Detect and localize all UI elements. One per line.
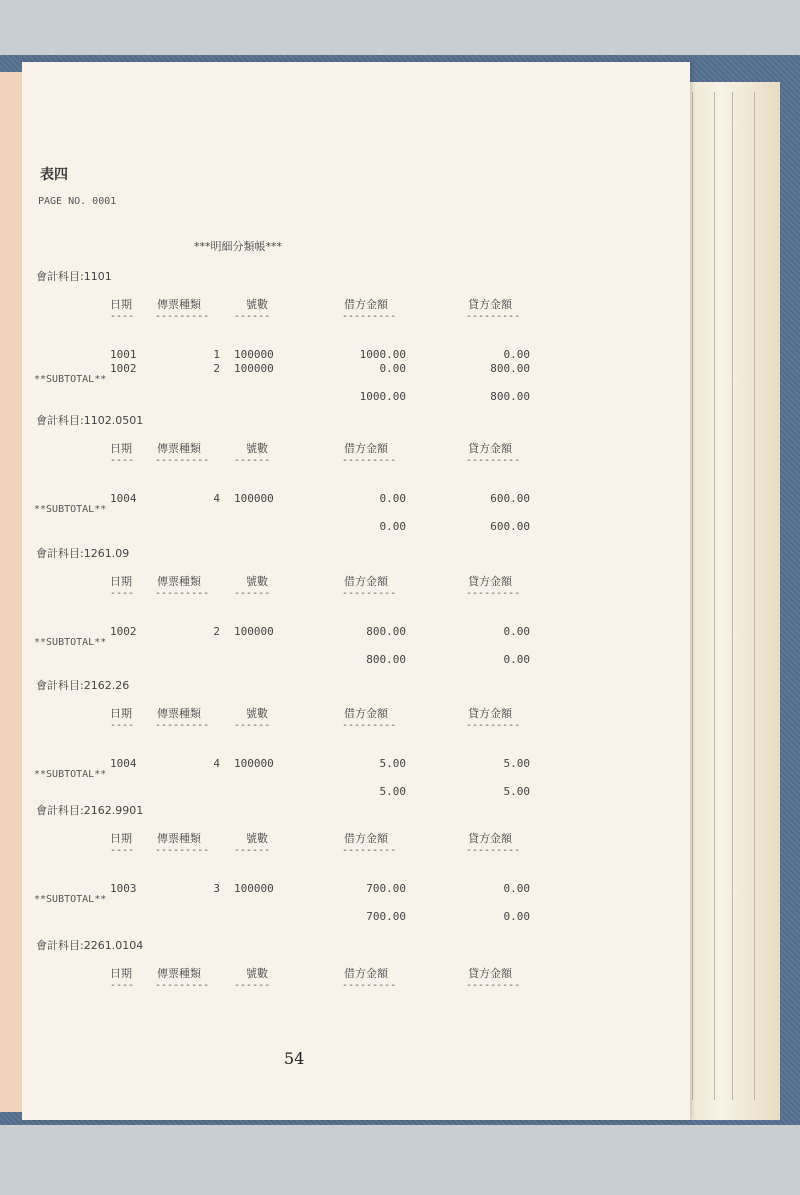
dash-number: ------ [234,588,271,599]
subtotal-credit: 0.00 [503,910,530,923]
header-debit: 借方金額 [344,298,388,311]
account-code: 1261.09 [83,547,130,560]
dash-voucher: --------- [155,980,210,991]
cell-date: 1002 [110,362,137,375]
cell-date: 1004 [110,757,137,770]
header-voucher-type: 傳票種類 [157,967,201,980]
cell-date: 1001 [110,348,137,361]
header-number: 號數 [246,832,268,845]
account-prefix: 會計科目: [36,270,84,283]
header-credit: 貸方金額 [468,298,512,311]
account-heading [36,412,143,428]
cell-debit: 800.00 [366,625,406,638]
header-debit: 借方金額 [344,832,388,845]
header-voucher-type: 傳票種類 [157,575,201,588]
subtotal-label: **SUBTOTAL** [34,894,107,905]
subtotal-debit: 5.00 [379,785,406,798]
subtotal-label: **SUBTOTAL** [34,504,107,515]
cell-debit: 0.00 [379,362,406,375]
dash-voucher: --------- [155,311,210,322]
subtotal-credit: 600.00 [490,520,530,533]
dash-date: ---- [110,980,135,991]
report-title: ***明細分類帳*** [194,240,282,253]
dash-voucher: --------- [155,455,210,466]
cell-debit: 700.00 [366,882,406,895]
cell-date: 1004 [110,492,137,505]
document-page [22,62,690,1120]
cell-credit: 5.00 [503,757,530,770]
left-page-edge [0,72,23,1112]
cell-credit: 0.00 [503,625,530,638]
cell-credit: 600.00 [490,492,530,505]
dash-debit: --------- [342,980,397,991]
cell-credit: 800.00 [490,362,530,375]
dash-date: ---- [110,720,135,731]
account-heading [36,937,143,953]
header-debit: 借方金額 [344,707,388,720]
dash-date: ---- [110,845,135,856]
account-code: 2162.26 [83,679,130,692]
account-prefix: 會計科目: [36,679,84,692]
header-credit: 貸方金額 [468,707,512,720]
dash-number: ------ [234,845,271,856]
header-credit: 貸方金額 [468,442,512,455]
cell-number: 100000 [234,882,274,895]
subtotal-credit: 800.00 [490,390,530,403]
dash-number: ------ [234,311,271,322]
dash-debit: --------- [342,845,397,856]
cell-voucher-type: 4 [213,492,220,505]
subtotal-debit: 700.00 [366,910,406,923]
subtotal-label: **SUBTOTAL** [34,374,107,385]
header-credit: 貸方金額 [468,575,512,588]
dash-date: ---- [110,588,135,599]
page-fore-edge [684,82,780,1120]
dash-credit: --------- [466,720,521,731]
subtotal-debit: 0.00 [379,520,406,533]
account-heading [36,802,143,818]
header-credit: 貸方金額 [468,832,512,845]
header-voucher-type: 傳票種類 [157,707,201,720]
header-number: 號數 [246,575,268,588]
account-prefix: 會計科目: [36,939,84,952]
cell-debit: 5.00 [379,757,406,770]
account-heading [36,268,112,284]
header-date: 日期 [110,442,132,455]
dash-number: ------ [234,720,271,731]
cell-number: 100000 [234,362,274,375]
dash-credit: --------- [466,588,521,599]
account-code: 2261.0104 [83,939,144,952]
account-prefix: 會計科目: [36,804,84,817]
header-voucher-type: 傳票種類 [157,832,201,845]
dash-debit: --------- [342,311,397,322]
header-number: 號數 [246,967,268,980]
account-prefix: 會計科目: [36,414,84,427]
subtotal-credit: 5.00 [503,785,530,798]
dash-credit: --------- [466,455,521,466]
cell-voucher-type: 1 [213,348,220,361]
cell-number: 100000 [234,348,274,361]
header-number: 號數 [246,298,268,311]
header-date: 日期 [110,967,132,980]
dash-debit: --------- [342,720,397,731]
cell-voucher-type: 2 [213,362,220,375]
header-number: 號數 [246,707,268,720]
dash-number: ------ [234,980,271,991]
header-voucher-type: 傳票種類 [157,298,201,311]
subtotal-label: **SUBTOTAL** [34,637,107,648]
table-label: 表四 [40,167,68,183]
dash-date: ---- [110,311,135,322]
subtotal-debit: 1000.00 [359,390,406,403]
cell-number: 100000 [234,625,274,638]
dash-debit: --------- [342,588,397,599]
header-number: 號數 [246,442,268,455]
dash-credit: --------- [466,311,521,322]
cell-credit: 0.00 [503,348,530,361]
account-heading [36,677,129,693]
subtotal-label: **SUBTOTAL** [34,769,107,780]
dash-voucher: --------- [155,720,210,731]
header-debit: 借方金額 [344,575,388,588]
account-code: 1101 [83,270,112,283]
dash-number: ------ [234,455,271,466]
header-debit: 借方金額 [344,442,388,455]
cell-number: 100000 [234,757,274,770]
header-date: 日期 [110,298,132,311]
cell-voucher-type: 4 [213,757,220,770]
account-code: 2162.9901 [83,804,144,817]
dash-debit: --------- [342,455,397,466]
dash-credit: --------- [466,845,521,856]
header-debit: 借方金額 [344,967,388,980]
header-credit: 貸方金額 [468,967,512,980]
page-number: 54 [284,1049,305,1068]
cell-credit: 0.00 [503,882,530,895]
header-date: 日期 [110,575,132,588]
header-date: 日期 [110,832,132,845]
account-heading [36,545,129,561]
account-prefix: 會計科目: [36,547,84,560]
dash-credit: --------- [466,980,521,991]
cell-date: 1003 [110,882,137,895]
cell-voucher-type: 3 [213,882,220,895]
subtotal-credit: 0.00 [503,653,530,666]
page-no-label: PAGE NO. 0001 [38,196,117,207]
cell-date: 1002 [110,625,137,638]
dash-voucher: --------- [155,588,210,599]
dash-date: ---- [110,455,135,466]
cell-number: 100000 [234,492,274,505]
header-date: 日期 [110,707,132,720]
cell-voucher-type: 2 [213,625,220,638]
cell-debit: 0.00 [379,492,406,505]
cell-debit: 1000.00 [359,348,406,361]
subtotal-debit: 800.00 [366,653,406,666]
dash-voucher: --------- [155,845,210,856]
account-code: 1102.0501 [83,414,144,427]
header-voucher-type: 傳票種類 [157,442,201,455]
